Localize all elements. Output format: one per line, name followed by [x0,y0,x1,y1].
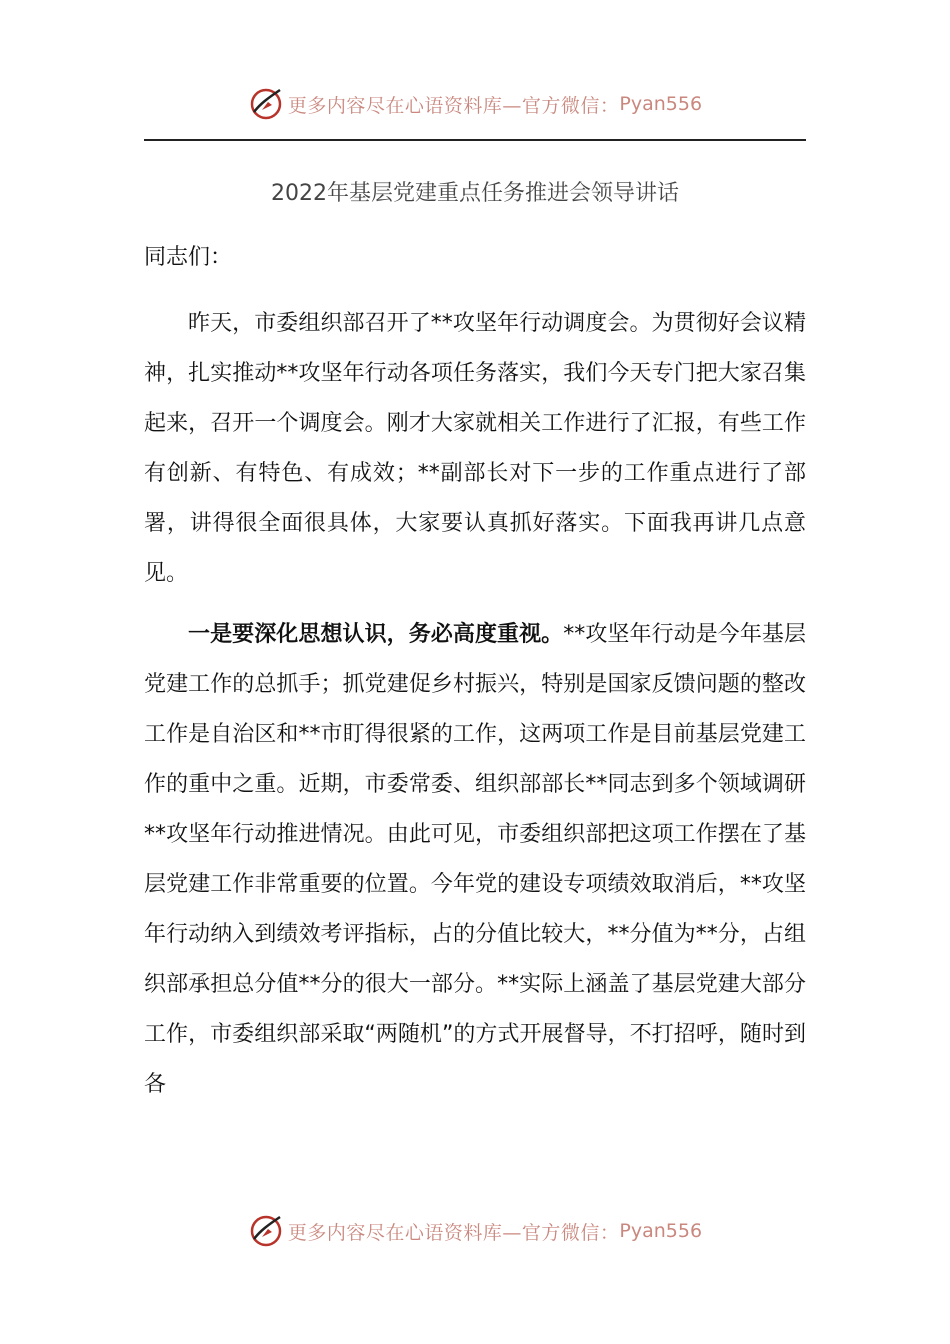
document-body [144,238,806,1121]
salutation: 同志们： [144,245,233,270]
banner-text: 更多内容尽在心语资料库—官方微信： [287,94,620,117]
footer-banner [0,1211,950,1251]
paragraph [144,610,806,1110]
document-title: 2022年基层党建重点任务推进会领导讲话 [271,181,679,206]
paragraph-lead: 一是要深化思想认识，务必高度重视。 [188,622,564,647]
banner-text: 更多内容尽在心语资料库—官方微信： [287,1221,620,1244]
paragraph-text: **攻坚年行动是今年基层党建工作的总抓手；抓党建促乡村振兴，特别是国家反馈问题的整改工作是自治区和**市盯得很紧的工作，这两项工作是目前基层党建工作的重中之重。近期，市委常委、组织部部长**同志到多个领域调研**攻坚年行动推进情况。由此可见，市委组织部把这项工作摆在了基层党建工作非常重要的位置。今年党的建设专项绩效取消后，**攻坚年行动纳入到绩效考评指标，占的分值比较大，**分值为**分，占组织部承担总分值**分的很大一部分。**实际上涵盖了基层党建大部分工作，市委组织部采取“两随机”的方式开展督导，不打招呼，随时到各 [144,622,806,1097]
paragraph-text: 昨天，市委组织部召开了**攻坚年行动调度会。为贯彻好会议精神，扎实推动**攻坚年行动各项任务落实，我们今天专门把大家召集起来，召开一个调度会。刚才大家就相关工作进行了汇报，有些工作有创新、有特色、有成效；**副部长对下一步的工作重点进行了部署，讲得很全面很具体，大家要认真抓好落实。下面我再讲几点意见。 [144,311,806,586]
pen-logo-icon [248,86,284,122]
banner-account: Pyan556 [619,93,703,115]
banner-account: Pyan556 [619,1220,703,1242]
paragraph [144,299,806,599]
header-banner [0,84,950,124]
header-divider [144,139,806,141]
pen-logo-icon [248,1213,284,1249]
